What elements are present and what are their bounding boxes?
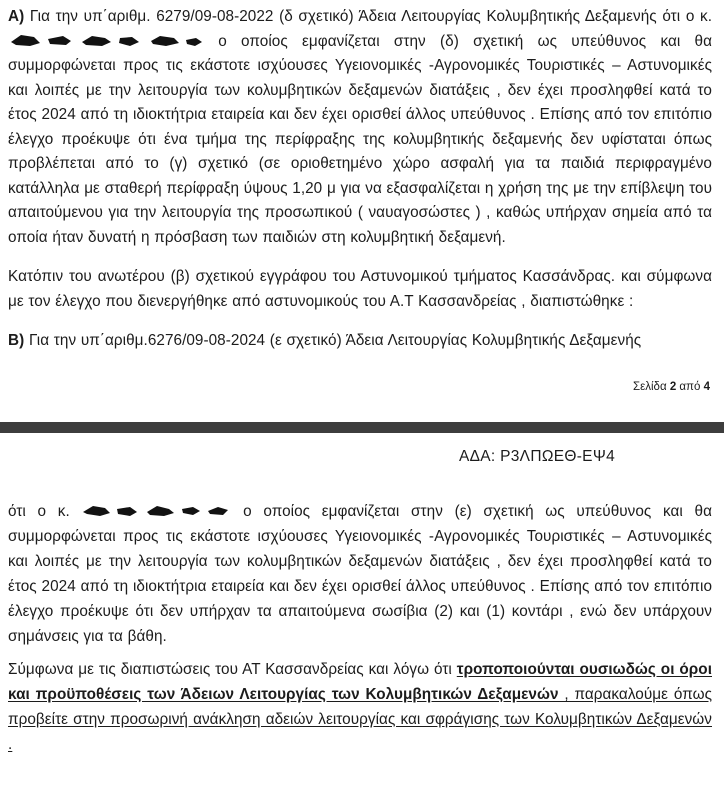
redacted-name-marks <box>8 33 204 48</box>
cont-text-after: ο οποίος εμφανίζεται στην (ε) σχετική ως υπεύθυνος και θα συμμορφώνεται προς τις εκάστοτε ισχύουσες Υγειονομικές -Αγρονομικές Τουριστικές – Αστυνομικές και λοιπές με την λειτουργία των κολυμβητικών δεξαμενών διατάξεις , δεν έχει προσληφθεί κατά το έτος 2024 από τη ιδιοκτήτρια εταιρεία και δεν έχει ορισθεί άλλος υπεύθυνος . Επίσης από τον επιτόπιο έλεγχο προέκυψε ότι δεν υπήρχαν τα απαιτούμενα σωσίβια (2) και (1) κοντάρι , ενώ δεν υπάρχουν σημάνσεις για τα βάθη. <box>8 502 712 645</box>
redacted-name-marks <box>81 503 231 518</box>
conclusion-tail: , παρακαλούμε όπως προβείτε στην προσωρινή ανάκληση αδειών λειτουργίας και σφράγισης των Κολυμβητικών Δεξαμενών . <box>8 685 712 753</box>
item-label-a: Α) <box>8 8 25 25</box>
ada-code: ΑΔΑ: Ρ3ΛΠΩΕΘ-ΕΨ4 <box>458 447 615 465</box>
page-number-footer <box>8 381 712 393</box>
paragraph-a <box>8 5 712 250</box>
item-label-b: Β) <box>8 332 25 349</box>
footer-total-pages: 4 <box>703 380 710 393</box>
cont-text-before: ότι ο κ. <box>8 502 82 520</box>
pdf-page-3-of-4 <box>0 433 724 757</box>
footer-word-page: Σελίδα <box>633 380 670 393</box>
para-a-text-before: Για την υπ΄αριθμ. 6279/09-08-2022 (δ σχετικό) Άδεια Λειτουργίας Κολυμβητικής Δεξαμενής ότι ο κ. <box>24 8 712 25</box>
paragraph-b: Κατόπιν του ανωτέρου (β) σχετικού εγγράφου του Αστυνομικού τμήματος Κασσάνδρας. και σύμφωνα με τον έλεγχο που διενεργήθηκε από αστυνομικούς του Α.Τ Κασσανδρείας , διαπιστώθηκε : <box>8 268 712 310</box>
conclusion-lead: Σύμφωνα με τις διαπιστώσεις του ΑΤ Κασσανδρείας και λόγω ότι <box>8 660 457 678</box>
paragraph-continuation <box>8 499 712 649</box>
page-separator <box>0 422 724 433</box>
paragraph-conclusion <box>8 657 712 757</box>
para-a-text-after: ο οποίος εμφανίζεται στην (δ) σχετική ως υπεύθυνος και θα συμμορφώνεται προς τις εκάστοτε ισχύουσες Υγειονομικές -Αγρονομικές Τουριστικές – Αστυνομικές και λοιπές με την λειτουργία των κολυμβητικών δεξαμενών διατάξεις , δεν έχει προσληφθεί κατά το έτος 2024 από τη ιδιοκτήτρια εταιρεία και δεν έχει ορισθεί άλλος υπεύθυνος . Επίσης από τον επιτόπιο έλεγχο προέκυψε ότι ένα τμήμα της περίφραξης της κολυμβητικής δεξαμενής δεν υφίσταται όπως προβλέπεται από το (γ) σχετικό (σε οριοθετημένο χώρο ασφαλή για τα παιδιά περιφραγμένο κατάλληλα με σταθερή περίφραξη ύψους 1,20 μ για να εξασφαλίζεται η χρήση της με την επίβλεψη του απαιτούμενου για την λειτουργία της προσωπικού ( ναυαγοσώστες ) , καθώς υπήρχαν σημεία από τα οποία ήταν δυνατή η πρόσβαση των παιδιών στη κολυμβητική δεξαμενή. <box>8 32 712 246</box>
footer-word-of: από <box>676 380 704 393</box>
paragraph-c <box>8 329 712 354</box>
para-c-text: Για την υπ΄αριθμ.6276/09-08-2024 (ε σχετικό) Άδεια Λειτουργίας Κολυμβητικής Δεξαμενής <box>24 332 642 349</box>
conclusion-emphasis: τροποποιούνται ουσιωδώς οι όροι και προϋποθέσεις των Άδειων Λειτουργίας των Κολυμβητικών Δεξαμενών <box>8 660 712 703</box>
pdf-page-2-of-4 <box>0 0 724 393</box>
footer-current-page: 2 <box>669 380 677 393</box>
